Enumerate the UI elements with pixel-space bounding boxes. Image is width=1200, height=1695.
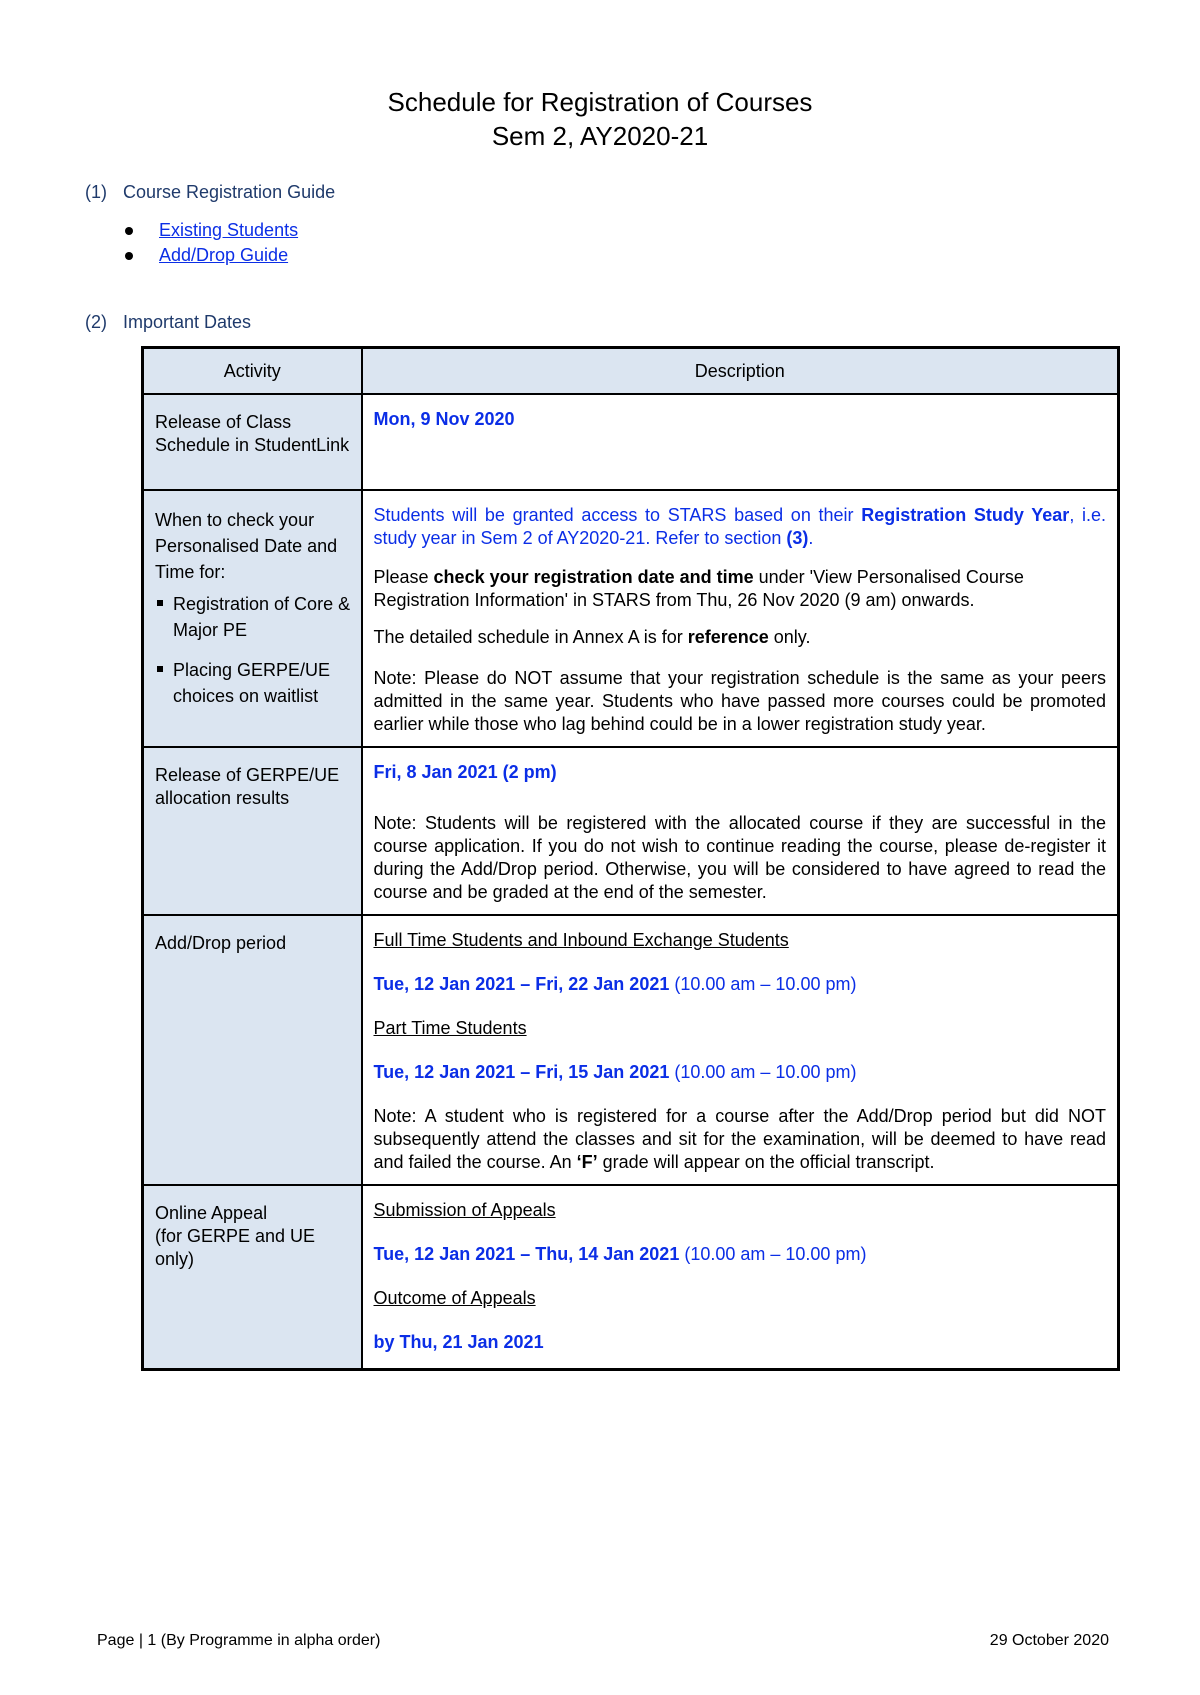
access-paragraph xyxy=(374,504,1107,550)
activity-header: Activity xyxy=(143,348,362,395)
text-run: Note: A student who is registered for a course after the Add/Drop period but did NOT subsequently attend the classes and sit for the examination, will be deemed to have read and failed the course. An xyxy=(373,1106,1106,1172)
text-run: under 'View Personalised Course Registration Information' in STARS from Thu, 26 Nov 2020 (9 am) onwards. xyxy=(373,567,1024,610)
table-row xyxy=(143,915,1119,1185)
text-run: check your registration date and time xyxy=(433,567,754,587)
text-run: . xyxy=(808,528,814,548)
footer-date: 29 October 2020 xyxy=(989,1632,1109,1649)
document-title xyxy=(0,85,1200,153)
allocation-date: Fri, 8 Jan 2021 (2 pm) xyxy=(373,762,557,782)
full-time-dates xyxy=(374,973,1107,996)
activity-cell xyxy=(143,490,362,747)
check-paragraph xyxy=(374,566,1107,612)
section-2-title: Important Dates xyxy=(123,312,252,332)
text-run: Students will be granted access to STARS based on their xyxy=(373,505,862,525)
text-run: reference xyxy=(687,627,769,647)
description-cell xyxy=(362,747,1119,915)
text-run: (10.00 am – 10.00 pm) xyxy=(669,974,857,994)
part-time-heading: Part Time Students xyxy=(373,1018,527,1038)
section-1-number: (1) xyxy=(85,182,107,202)
square-bullet-icon xyxy=(157,666,163,672)
text-run: ‘F’ xyxy=(576,1152,598,1172)
sublist-text: Registration of Core & Major PE xyxy=(173,594,351,640)
section-2-heading xyxy=(85,312,251,333)
note-paragraph: Note: Please do NOT assume that your registration schedule is the same as your peers admitted in the same year. Students who have passed more courses could be promoted earlier while those who lag behind could be in a lower registration study year. xyxy=(373,668,1106,734)
bullet-icon xyxy=(125,252,133,260)
note-paragraph: Note: Students will be registered with the allocated course if they are successful in the course application. If you do not wish to continue reading the course, please de-register it during the Add/Drop period. Otherwise, you will be considered to have agreed to read the course and be graded at the end of the semester. xyxy=(373,813,1106,902)
text-run: Tue, 12 Jan 2021 – Thu, 14 Jan 2021 xyxy=(373,1244,680,1264)
text-run: Registration Study Year xyxy=(861,505,1070,525)
activity-cell: Add/Drop period xyxy=(143,915,362,1185)
section-1-heading xyxy=(85,182,335,203)
description-cell xyxy=(362,1185,1119,1370)
bullet-icon xyxy=(125,227,133,235)
square-bullet-icon xyxy=(157,600,163,606)
description-header: Description xyxy=(362,348,1119,395)
activity-cell: Release of GERPE/UE allocation results xyxy=(143,747,362,915)
text-run: , i.e. study year in Sem 2 of AY2020-21. Refer to section xyxy=(373,505,1107,548)
activity-sublist xyxy=(155,591,351,709)
text-run: (10.00 am – 10.00 pm) xyxy=(679,1244,867,1264)
important-dates-table xyxy=(141,346,1120,1371)
footer-page-info: Page | 1 (By Programme in alpha order) xyxy=(97,1632,381,1649)
activity-text: Online Appeal xyxy=(155,1203,268,1223)
activity-cell: Release of Class Schedule in StudentLink xyxy=(143,394,362,490)
text-run: Please xyxy=(373,567,434,587)
text-run: Tue, 12 Jan 2021 – Fri, 15 Jan 2021 xyxy=(373,1062,670,1082)
activity-text: (for GERPE and UE only) xyxy=(155,1226,316,1269)
release-date: Mon, 9 Nov 2020 xyxy=(373,409,515,429)
table-row xyxy=(143,1185,1119,1370)
guide-link-item xyxy=(125,243,298,268)
title-line-1: Schedule for Registration of Courses xyxy=(387,87,813,117)
description-cell xyxy=(362,394,1119,490)
outcome-heading: Outcome of Appeals xyxy=(373,1288,536,1308)
text-run: grade will appear on the official transcript. xyxy=(597,1152,935,1172)
activity-cell xyxy=(143,1185,362,1370)
text-run: (3) xyxy=(786,528,809,548)
section-2-number: (2) xyxy=(85,312,107,332)
sublist-text: Placing GERPE/UE choices on waitlist xyxy=(173,660,331,706)
table-row xyxy=(143,490,1119,747)
text-run: The detailed schedule in Annex A is for xyxy=(373,627,688,647)
full-time-heading: Full Time Students and Inbound Exchange Students xyxy=(373,930,789,950)
description-cell xyxy=(362,490,1119,747)
activity-text: When to check your Personalised Date and Time for: xyxy=(155,510,338,582)
part-time-dates xyxy=(374,1061,1107,1084)
title-line-2: Sem 2, AY2020-21 xyxy=(491,121,709,151)
existing-students-link[interactable]: Existing Students xyxy=(159,220,299,240)
guide-link-item xyxy=(125,218,298,243)
table-row xyxy=(143,394,1119,490)
description-cell xyxy=(362,915,1119,1185)
section-1-title: Course Registration Guide xyxy=(123,182,336,202)
text-run: (10.00 am – 10.00 pm) xyxy=(669,1062,857,1082)
reference-paragraph xyxy=(374,626,1107,649)
note-paragraph xyxy=(374,1105,1107,1174)
text-run: only. xyxy=(768,627,811,647)
outcome-date: by Thu, 21 Jan 2021 xyxy=(373,1332,544,1352)
submission-dates xyxy=(374,1243,1107,1266)
guide-links-list xyxy=(125,218,298,268)
list-item xyxy=(155,591,351,643)
table-row xyxy=(143,747,1119,915)
table-header-row xyxy=(143,348,1119,395)
list-item xyxy=(155,657,351,709)
text-run: Tue, 12 Jan 2021 – Fri, 22 Jan 2021 xyxy=(373,974,670,994)
submission-heading: Submission of Appeals xyxy=(373,1200,556,1220)
add-drop-guide-link[interactable]: Add/Drop Guide xyxy=(159,245,289,265)
